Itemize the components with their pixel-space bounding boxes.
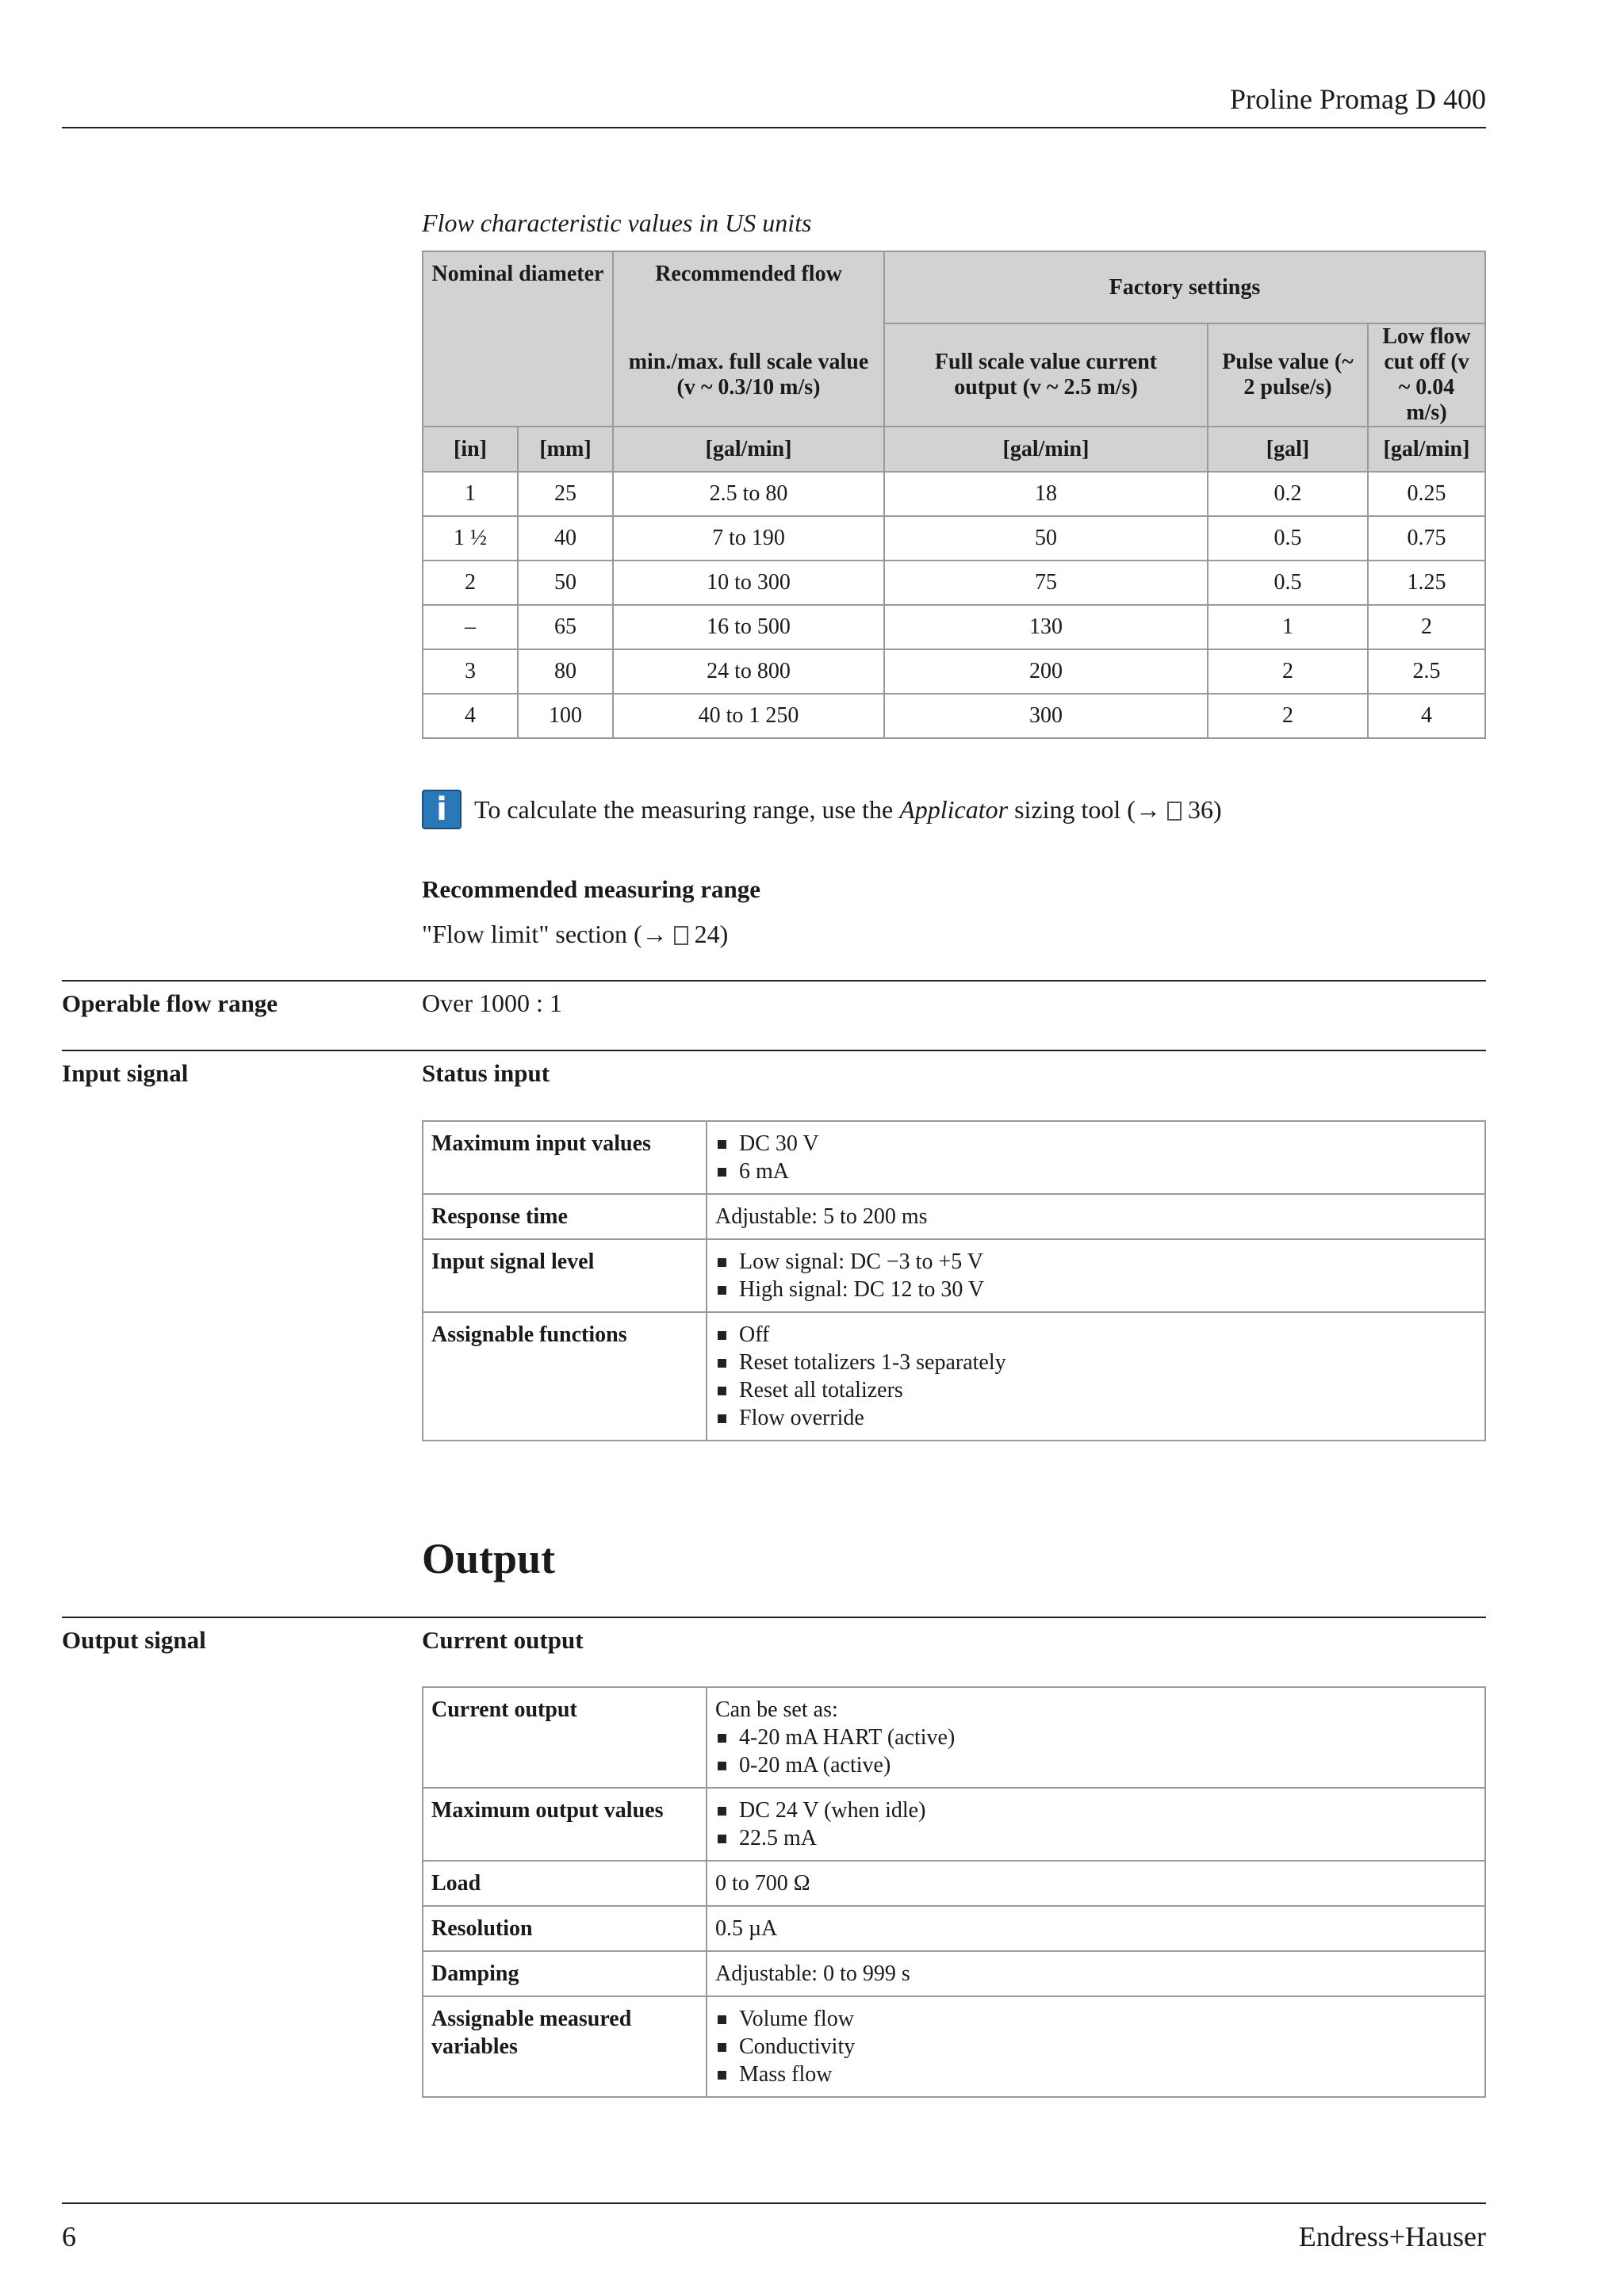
spec-text: 0 to 700 Ω bbox=[715, 1871, 810, 1896]
output-heading: Output bbox=[422, 1535, 556, 1582]
table-cell: 100 bbox=[518, 694, 613, 738]
spec-text: Adjustable: 5 to 200 ms bbox=[715, 1204, 928, 1229]
spec-row bbox=[423, 1239, 1485, 1312]
footer-rule bbox=[62, 2202, 1486, 2204]
table-cell: 40 bbox=[518, 516, 613, 561]
bullet-item: 22.5 mA bbox=[715, 1824, 1477, 1852]
page-header-title: Proline Promag D 400 bbox=[1230, 83, 1486, 115]
spec-key: Load bbox=[423, 1861, 707, 1906]
table-cell: 24 to 800 bbox=[613, 649, 884, 694]
table-cell: 1 ½ bbox=[423, 516, 518, 561]
bullet-item: DC 30 V bbox=[715, 1130, 1477, 1158]
bullet-list bbox=[715, 1130, 1477, 1185]
bullet-item: Off bbox=[715, 1321, 1477, 1349]
spec-text: Adjustable: 0 to 999 s bbox=[715, 1961, 910, 1986]
status-input-table bbox=[422, 1120, 1486, 1441]
table-cell: 40 to 1 250 bbox=[613, 694, 884, 738]
table-cell: 2 bbox=[1368, 605, 1485, 649]
page-ref-icon bbox=[674, 926, 688, 945]
unit-low-flow: [gal/min] bbox=[1368, 427, 1485, 472]
header-recommended-flow: Recommended flow bbox=[613, 251, 884, 323]
table-row bbox=[423, 561, 1485, 605]
table-caption: Flow characteristic values in US units bbox=[422, 209, 812, 237]
bullet-item: 0-20 mA (active) bbox=[715, 1751, 1477, 1779]
spec-key: Assignable functions bbox=[423, 1312, 707, 1441]
table-row bbox=[423, 694, 1485, 738]
table-cell: 0.2 bbox=[1208, 472, 1368, 516]
spec-row bbox=[423, 1121, 1485, 1194]
header-low-flow: Low flow cut off (v ~ 0.04 m/s) bbox=[1368, 323, 1485, 427]
unit-flow: [gal/min] bbox=[613, 427, 884, 472]
bullet-item: High signal: DC 12 to 30 V bbox=[715, 1276, 1477, 1303]
unit-mm: [mm] bbox=[518, 427, 613, 472]
table-cell: 1 bbox=[1208, 605, 1368, 649]
spec-value bbox=[707, 1861, 1485, 1906]
current-output-title: Current output bbox=[422, 1626, 584, 1654]
page-number: 6 bbox=[62, 2221, 76, 2252]
bullet-item: Flow override bbox=[715, 1404, 1477, 1432]
table-cell: 2.5 bbox=[1368, 649, 1485, 694]
table-cell: 0.5 bbox=[1208, 516, 1368, 561]
spec-key: Current output bbox=[423, 1687, 707, 1788]
spec-row bbox=[423, 1788, 1485, 1861]
bullet-item: Volume flow bbox=[715, 2005, 1477, 2033]
bullet-item: Mass flow bbox=[715, 2061, 1477, 2088]
bullet-item: 6 mA bbox=[715, 1158, 1477, 1185]
spec-text: Can be set as: bbox=[715, 1697, 838, 1722]
table-cell: 50 bbox=[884, 516, 1208, 561]
table-cell: 0.5 bbox=[1208, 561, 1368, 605]
bullet-list bbox=[715, 1724, 1477, 1779]
table-cell: 2.5 to 80 bbox=[613, 472, 884, 516]
table-cell: 1 bbox=[423, 472, 518, 516]
table-cell: 16 to 500 bbox=[613, 605, 884, 649]
operable-flow-range-label: Operable flow range bbox=[62, 989, 278, 1017]
spec-row bbox=[423, 1906, 1485, 1951]
table-cell: 7 to 190 bbox=[613, 516, 884, 561]
table-cell: 2 bbox=[423, 561, 518, 605]
header-rule bbox=[62, 127, 1486, 128]
table-cell: 0.25 bbox=[1368, 472, 1485, 516]
bullet-item: Low signal: DC −3 to +5 V bbox=[715, 1248, 1477, 1276]
table-cell: 65 bbox=[518, 605, 613, 649]
bullet-item: Reset all totalizers bbox=[715, 1376, 1477, 1404]
spec-value bbox=[707, 1951, 1485, 1996]
header-factory-settings: Factory settings bbox=[884, 251, 1485, 323]
spec-key: Damping bbox=[423, 1951, 707, 1996]
table-cell: 10 to 300 bbox=[613, 561, 884, 605]
spec-key: Assignable measured variables bbox=[423, 1996, 707, 2097]
bullet-item: Reset totalizers 1-3 separately bbox=[715, 1349, 1477, 1376]
section-rule bbox=[62, 980, 1486, 982]
table-cell: 75 bbox=[884, 561, 1208, 605]
table-cell: 50 bbox=[518, 561, 613, 605]
table-cell: – bbox=[423, 605, 518, 649]
recommended-range-title: Recommended measuring range bbox=[422, 875, 761, 903]
bullet-item: Conductivity bbox=[715, 2033, 1477, 2061]
header-nominal-diameter: Nominal diameter bbox=[423, 251, 613, 323]
output-signal-label: Output signal bbox=[62, 1626, 206, 1654]
table-cell: 2 bbox=[1208, 649, 1368, 694]
spec-value bbox=[707, 1906, 1485, 1951]
bullet-list bbox=[715, 1321, 1477, 1432]
applicator-note bbox=[422, 790, 1222, 829]
input-signal-label: Input signal bbox=[62, 1059, 189, 1087]
status-input-title: Status input bbox=[422, 1059, 550, 1087]
unit-in: [in] bbox=[423, 427, 518, 472]
spec-key: Input signal level bbox=[423, 1239, 707, 1312]
spec-value bbox=[707, 1996, 1485, 2097]
table-row bbox=[423, 472, 1485, 516]
spec-key: Resolution bbox=[423, 1906, 707, 1951]
spec-row bbox=[423, 1194, 1485, 1239]
spec-key: Maximum output values bbox=[423, 1788, 707, 1861]
footer-brand: Endress+Hauser bbox=[1298, 2221, 1486, 2252]
table-cell: 4 bbox=[1368, 694, 1485, 738]
flow-characteristics-table bbox=[422, 251, 1486, 739]
table-cell: 130 bbox=[884, 605, 1208, 649]
bullet-list bbox=[715, 1797, 1477, 1852]
spec-value bbox=[707, 1788, 1485, 1861]
table-cell: 1.25 bbox=[1368, 561, 1485, 605]
table-cell: 4 bbox=[423, 694, 518, 738]
header-spacer bbox=[423, 323, 613, 427]
table-cell: 0.75 bbox=[1368, 516, 1485, 561]
spec-value bbox=[707, 1239, 1485, 1312]
table-row bbox=[423, 605, 1485, 649]
spec-value bbox=[707, 1121, 1485, 1194]
spec-value bbox=[707, 1194, 1485, 1239]
bullet-item: DC 24 V (when idle) bbox=[715, 1797, 1477, 1824]
spec-row bbox=[423, 1996, 1485, 2097]
header-pulse-value: Pulse value (~ 2 pulse/s) bbox=[1208, 323, 1368, 427]
spec-value bbox=[707, 1312, 1485, 1441]
spec-row bbox=[423, 1861, 1485, 1906]
applicator-link[interactable]: Applicator bbox=[899, 794, 1009, 824]
header-full-scale: Full scale value current output (v ~ 2.5 m/s) bbox=[884, 323, 1208, 427]
recommended-range-text: "Flow limit" section (→ 24) bbox=[422, 920, 729, 948]
table-cell: 3 bbox=[423, 649, 518, 694]
operable-flow-range-value: Over 1000 : 1 bbox=[422, 989, 562, 1017]
spec-value bbox=[707, 1687, 1485, 1788]
info-icon: i bbox=[422, 790, 462, 829]
page-ref-36[interactable]: 36) bbox=[1187, 794, 1222, 824]
unit-pulse: [gal] bbox=[1208, 427, 1368, 472]
table-cell: 25 bbox=[518, 472, 613, 516]
table-cell: 2 bbox=[1208, 694, 1368, 738]
spec-key: Response time bbox=[423, 1194, 707, 1239]
bullet-item: 4-20 mA HART (active) bbox=[715, 1724, 1477, 1751]
spec-key: Maximum input values bbox=[423, 1121, 707, 1194]
spec-text: 0.5 µA bbox=[715, 1916, 778, 1941]
unit-full-scale: [gal/min] bbox=[884, 427, 1208, 472]
page-ref-24[interactable]: 24) bbox=[694, 920, 729, 948]
section-rule bbox=[62, 1050, 1486, 1051]
header-minmax: min./max. full scale value (v ~ 0.3/10 m/s) bbox=[613, 323, 884, 427]
table-cell: 200 bbox=[884, 649, 1208, 694]
bullet-list bbox=[715, 1248, 1477, 1303]
spec-row bbox=[423, 1951, 1485, 1996]
table-cell: 18 bbox=[884, 472, 1208, 516]
table-row bbox=[423, 649, 1485, 694]
current-output-table bbox=[422, 1686, 1486, 2098]
table-cell: 300 bbox=[884, 694, 1208, 738]
page-ref-icon bbox=[1167, 802, 1182, 821]
spec-row bbox=[423, 1312, 1485, 1441]
note-text: To calculate the measuring range, use the Applicator sizing tool (→ 36) bbox=[474, 794, 1222, 824]
spec-row bbox=[423, 1687, 1485, 1788]
section-rule bbox=[62, 1617, 1486, 1618]
table-cell: 80 bbox=[518, 649, 613, 694]
bullet-list bbox=[715, 2005, 1477, 2088]
table-row bbox=[423, 516, 1485, 561]
